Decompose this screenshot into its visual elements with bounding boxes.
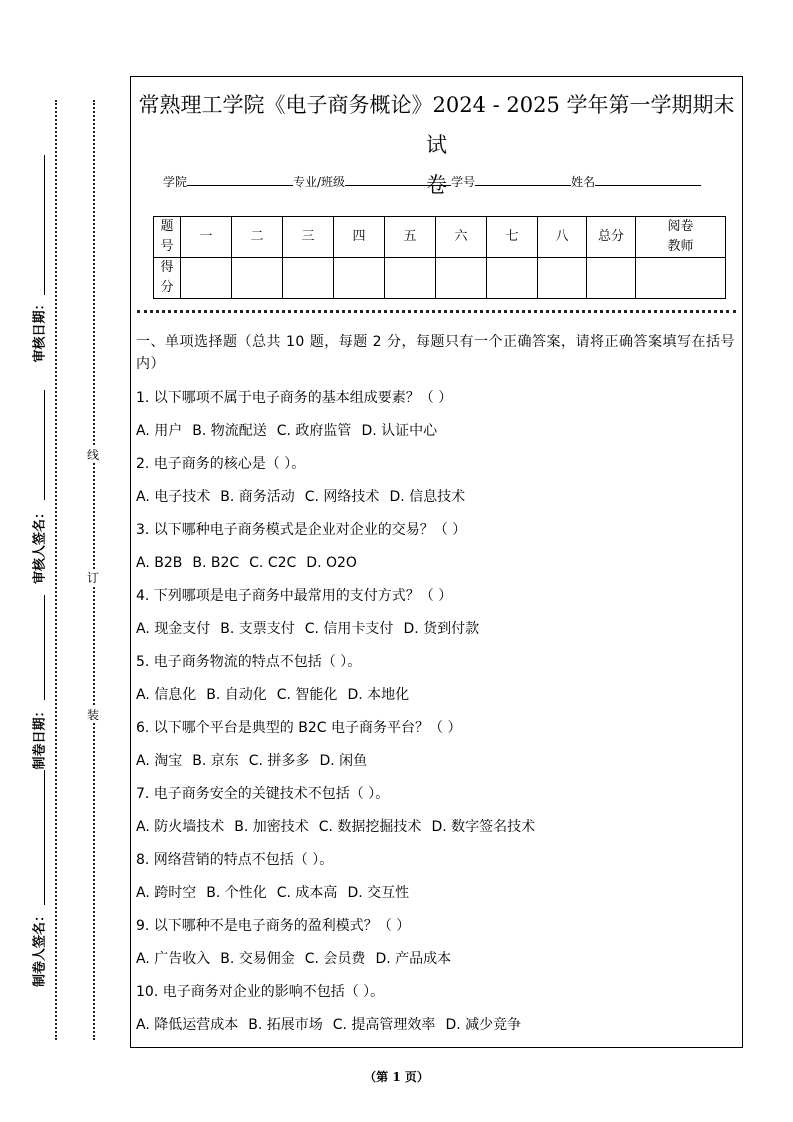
option: D. 交互性 [347,885,410,901]
name-label: 姓名 [571,175,596,189]
score-cell-total[interactable] [587,258,636,299]
question-text: 4. 下列哪项是电子商务中最常用的支付方式？（ ） [136,588,453,604]
question-options [136,486,736,519]
option: A. 降低运营成本 [136,1017,239,1033]
option: C. 智能化 [276,687,338,703]
question-options [136,882,736,915]
option: C. 成本高 [276,885,338,901]
question-options [136,948,736,981]
option: D. 闲鱼 [319,753,368,769]
option: A. 跨时空 [136,885,197,901]
option: B. 交易佣金 [220,951,295,967]
page-number: （第 1 页） [364,1070,429,1084]
col-header: 八 [538,217,587,258]
dotted-cut-line-outer [55,100,57,1040]
col-header: 四 [334,217,385,258]
col-header: 五 [385,217,436,258]
score-cell[interactable] [283,258,334,299]
option: C. 会员费 [304,951,366,967]
col-header: 三 [283,217,334,258]
student-id-label: 学号 [451,175,476,189]
name-field[interactable] [595,173,701,186]
option: D. 信息技术 [389,489,466,505]
option: C. 拼多多 [248,753,310,769]
question-options [136,750,736,783]
score-cell[interactable] [334,258,385,299]
score-cell-reviewer[interactable] [636,258,726,299]
question-options [136,618,736,651]
col-header: 一 [181,217,232,258]
option: D. 产品成本 [375,951,452,967]
cut-char-line: 线 [86,448,100,462]
option: C. 网络技术 [304,489,380,505]
score-value-row [154,258,726,299]
question-text: 10. 电子商务对企业的影响不包括（ ）。 [136,984,385,1000]
option: B. B2C [192,555,240,571]
option: A. 信息化 [136,687,197,703]
score-cell[interactable] [181,258,232,299]
option: B. 个性化 [206,885,267,901]
option: A. 现金支付 [136,621,211,637]
question-options [136,420,736,453]
question-text: 5. 电子商务物流的特点不包括（ ）。 [136,654,362,670]
cut-char-bind: 订 [86,571,100,585]
question-list [136,387,736,1047]
maker-sign-line [44,770,45,905]
score-table [153,216,726,299]
college-label: 学院 [163,175,188,189]
section-single-choice [136,331,736,1047]
option: C. 提高管理效率 [332,1017,436,1033]
option: C. 政府监管 [276,423,352,439]
row-label-defen: 得分 [154,258,181,299]
question-options [136,552,736,585]
col-header-reviewer: 阅卷教师 [636,217,726,258]
reviewer-date-label: 审核日期： [32,297,48,363]
title-line-1: 常熟理工学院《电子商务概论》2024 - 2025 学年第一学期期末试 [138,93,735,157]
question-options [136,816,736,849]
maker-date-label: 制卷日期： [32,704,48,770]
option: A. 广告收入 [136,951,211,967]
question-text: 6. 以下哪个平台是典型的 B2C 电子商务平台？（ ） [136,720,462,736]
option: B. 京东 [192,753,239,769]
score-cell[interactable] [385,258,436,299]
col-header: 二 [232,217,283,258]
option: A. 防火墙技术 [136,819,225,835]
college-field[interactable] [187,173,293,186]
col-header-total: 总分 [587,217,636,258]
option: D. 本地化 [347,687,410,703]
option: A. 淘宝 [136,753,183,769]
question-options [136,684,736,717]
option: D. O2O [306,555,357,571]
col-header: 七 [487,217,538,258]
question-text: 1. 以下哪项不属于电子商务的基本组成要素？（ ） [136,390,453,406]
option: A. 电子技术 [136,489,211,505]
student-id-field[interactable] [475,173,571,186]
section-title: 一、单项选择题（总共 10 题，每题 2 分，每题只有一个正确答案，请将正确答案填写在括号内） [136,334,736,372]
maker-sign-label: 制卷人签名： [32,908,48,988]
score-cell[interactable] [232,258,283,299]
option: C. 信用卡支付 [304,621,394,637]
question-text: 2. 电子商务的核心是（ ）。 [136,456,306,472]
reviewer-sign-line [44,390,45,500]
option: D. 数字签名技术 [431,819,536,835]
option: C. C2C [249,555,297,571]
option: D. 减少竞争 [445,1017,522,1033]
option: B. 商务活动 [220,489,295,505]
option: B. 自动化 [206,687,267,703]
score-header-row [154,217,726,258]
student-info-row [163,173,701,190]
option: D. 货到付款 [403,621,480,637]
option: B. 加密技术 [234,819,309,835]
option: B. 物流配送 [192,423,267,439]
score-cell[interactable] [436,258,487,299]
dotted-separator [137,310,736,313]
question-text: 9. 以下哪种不是电子商务的盈利模式？（ ） [136,918,411,934]
major-field[interactable] [345,173,451,186]
exam-frame [130,76,743,1048]
major-label: 专业/班级 [293,175,346,189]
cut-char-fold: 装 [86,708,100,722]
question-options [136,1014,736,1047]
option: C. 数据挖掘技术 [318,819,422,835]
question-text: 8. 网络营销的特点不包括（ ）。 [136,852,334,868]
col-header: 六 [436,217,487,258]
reviewer-date-line [44,155,45,295]
option: D. 认证中心 [361,423,438,439]
row-label-tihao: 题号 [154,217,181,258]
question-text: 7. 电子商务安全的关键技术不包括（ ）。 [136,786,390,802]
option: A. 用户 [136,423,183,439]
option: B. 支票支付 [220,621,295,637]
score-cell[interactable] [487,258,538,299]
reviewer-sign-label: 审核人签名： [32,505,48,585]
option: B. 拓展市场 [248,1017,323,1033]
maker-date-line [44,595,45,700]
title-line-2: 卷 [426,173,447,197]
score-cell[interactable] [538,258,587,299]
option: A. B2B [136,555,183,571]
question-text: 3. 以下哪种电子商务模式是企业对企业的交易？（ ） [136,522,467,538]
